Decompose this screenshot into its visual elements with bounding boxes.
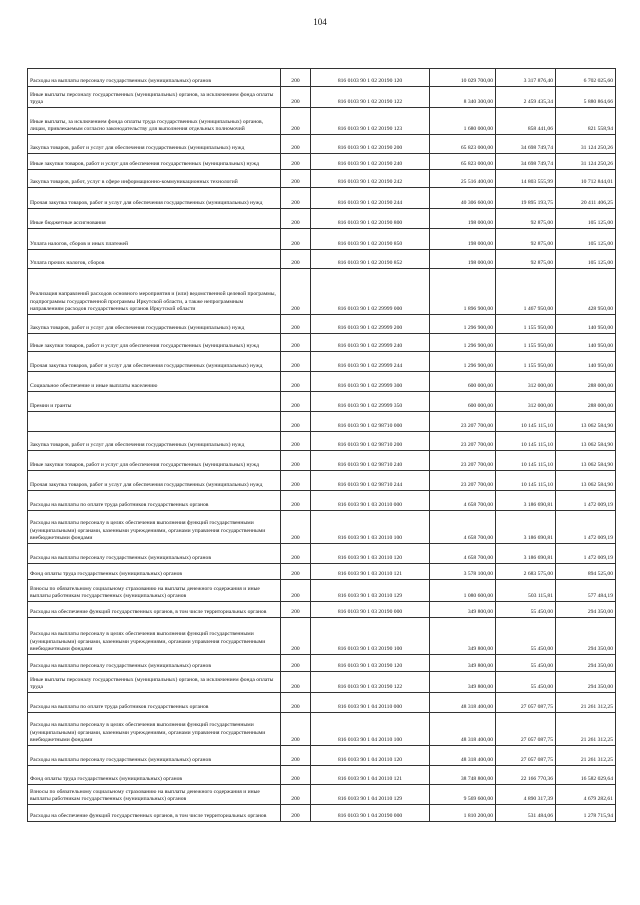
item-name-cell: Уплата прочих налогов, сборов <box>28 250 281 269</box>
classification-code-cell: 816 0103 90 1 02 29999 300 <box>311 372 430 392</box>
line-code-cell: 200 <box>281 108 311 135</box>
table-row <box>28 209 616 229</box>
remaining-amount-cell: 288 000,00 <box>556 372 616 392</box>
table-row <box>28 471 616 491</box>
line-code-cell: 200 <box>281 170 311 188</box>
classification-code-cell: 816 0103 90 1 02 98710 000 <box>311 412 430 432</box>
table-row <box>28 352 616 372</box>
executed-amount-cell: 3 186 690,81 <box>496 544 556 564</box>
remaining-amount-cell: 13 062 584,90 <box>556 471 616 491</box>
remaining-amount-cell: 1 278 715,94 <box>556 805 616 822</box>
remaining-amount-cell: 13 062 584,90 <box>556 412 616 432</box>
classification-code-cell: 816 0103 90 1 02 29999 000 <box>311 269 430 315</box>
remaining-amount-cell: 21 261 312,25 <box>556 713 616 746</box>
item-name-cell: Иные выплаты персоналу государственных (муниципальных) органов, за исключением фонда оплаты труда <box>28 87 281 108</box>
classification-code-cell: 816 0103 90 1 02 98710 200 <box>311 432 430 451</box>
approved-amount-cell: 198 000,00 <box>430 229 496 250</box>
executed-amount-cell: 34 698 749,74 <box>496 154 556 170</box>
approved-amount-cell: 1 810 200,00 <box>430 805 496 822</box>
approved-amount-cell: 4 658 700,00 <box>430 544 496 564</box>
table-row <box>28 250 616 269</box>
executed-amount-cell: 312 000,00 <box>496 392 556 412</box>
approved-amount-cell: 349 800,00 <box>430 618 496 655</box>
item-name-cell: Фонд оплаты труда государственных (муниципальных) органов <box>28 564 281 580</box>
line-code-cell: 200 <box>281 315 311 334</box>
remaining-amount-cell: 13 062 584,90 <box>556 432 616 451</box>
classification-code-cell: 816 0103 90 1 02 20190 123 <box>311 108 430 135</box>
executed-amount-cell: 55 450,00 <box>496 672 556 693</box>
classification-code-cell: 816 0103 90 1 04 20110 000 <box>311 693 430 713</box>
approved-amount-cell: 349 800,00 <box>430 602 496 618</box>
executed-amount-cell: 27 057 087,75 <box>496 746 556 766</box>
classification-code-cell: 816 0103 90 1 02 29999 200 <box>311 315 430 334</box>
table-row <box>28 602 616 618</box>
remaining-amount-cell: 294 350,00 <box>556 618 616 655</box>
executed-amount-cell: 92 875,00 <box>496 209 556 229</box>
approved-amount-cell: 23 207 700,00 <box>430 432 496 451</box>
classification-code-cell: 816 0103 90 1 03 20190 120 <box>311 655 430 672</box>
approved-amount-cell: 198 000,00 <box>430 209 496 229</box>
line-code-cell: 200 <box>281 432 311 451</box>
classification-code-cell: 816 0103 90 1 02 20190 800 <box>311 209 430 229</box>
remaining-amount-cell: 21 261 312,25 <box>556 746 616 766</box>
line-code-cell: 200 <box>281 188 311 209</box>
item-name-cell: Расходы на обеспечение функций государственных органов, в том числе территориальных органов <box>28 602 281 618</box>
remaining-amount-cell: 5 880 864,66 <box>556 87 616 108</box>
executed-amount-cell: 3 317 876,40 <box>496 69 556 87</box>
line-code-cell: 200 <box>281 372 311 392</box>
approved-amount-cell: 1 680 000,00 <box>430 108 496 135</box>
line-code-cell: 200 <box>281 746 311 766</box>
line-code-cell: 200 <box>281 805 311 822</box>
remaining-amount-cell: 13 062 584,90 <box>556 451 616 471</box>
executed-amount-cell: 1 155 950,00 <box>496 315 556 334</box>
executed-amount-cell: 92 875,00 <box>496 229 556 250</box>
classification-code-cell: 816 0103 90 1 02 20190 200 <box>311 135 430 154</box>
classification-code-cell: 816 0103 90 1 04 20110 129 <box>311 785 430 805</box>
remaining-amount-cell: 894 525,00 <box>556 564 616 580</box>
classification-code-cell: 816 0103 90 1 03 20110 121 <box>311 564 430 580</box>
executed-amount-cell: 1 155 950,00 <box>496 334 556 352</box>
approved-amount-cell: 8 340 300,00 <box>430 87 496 108</box>
classification-code-cell: 816 0103 90 1 02 98710 244 <box>311 471 430 491</box>
executed-amount-cell: 10 145 115,10 <box>496 412 556 432</box>
remaining-amount-cell: 821 558,94 <box>556 108 616 135</box>
executed-amount-cell: 55 450,00 <box>496 602 556 618</box>
executed-amount-cell: 22 166 770,36 <box>496 766 556 785</box>
classification-code-cell: 816 0103 90 1 02 20190 852 <box>311 250 430 269</box>
table-row <box>28 432 616 451</box>
executed-amount-cell: 55 450,00 <box>496 655 556 672</box>
executed-amount-cell: 92 875,00 <box>496 250 556 269</box>
remaining-amount-cell: 140 950,00 <box>556 352 616 372</box>
line-code-cell: 200 <box>281 334 311 352</box>
line-code-cell: 200 <box>281 412 311 432</box>
line-code-cell: 200 <box>281 451 311 471</box>
classification-code-cell: 816 0103 90 1 02 20190 120 <box>311 69 430 87</box>
executed-amount-cell: 10 145 115,10 <box>496 451 556 471</box>
line-code-cell: 200 <box>281 392 311 412</box>
table-row <box>28 334 616 352</box>
approved-amount-cell: 65 823 000,00 <box>430 154 496 170</box>
item-name-cell: Иные выплаты, за исключением фонда оплаты труда государственных (муниципальных) органов, лицам, привлекаемым согласно законодательству для выполнения отдельных полномочий <box>28 108 281 135</box>
line-code-cell: 200 <box>281 69 311 87</box>
table-row <box>28 491 616 511</box>
executed-amount-cell: 34 698 749,74 <box>496 135 556 154</box>
remaining-amount-cell: 105 125,00 <box>556 209 616 229</box>
table-row <box>28 372 616 392</box>
item-name-cell: Расходы на выплаты по оплате труда работников государственных органов <box>28 693 281 713</box>
executed-amount-cell: 2 459 435,34 <box>496 87 556 108</box>
classification-code-cell: 816 0103 90 1 04 20110 100 <box>311 713 430 746</box>
remaining-amount-cell: 288 000,00 <box>556 392 616 412</box>
table-row <box>28 544 616 564</box>
line-code-cell: 200 <box>281 602 311 618</box>
approved-amount-cell: 23 207 700,00 <box>430 451 496 471</box>
line-code-cell: 200 <box>281 785 311 805</box>
item-name-cell: Расходы на выплаты персоналу в целях обеспечения выполнения функций государственными (муниципальными) органами, казенными учреждениями, органами управления государственными внебюджетными фондами <box>28 511 281 544</box>
item-name-cell: Уплата налогов, сборов и иных платежей <box>28 229 281 250</box>
classification-code-cell: 816 0103 90 1 03 20110 000 <box>311 491 430 511</box>
line-code-cell: 200 <box>281 154 311 170</box>
approved-amount-cell: 9 569 600,00 <box>430 785 496 805</box>
line-code-cell: 200 <box>281 491 311 511</box>
item-name-cell: Иные закупки товаров, работ и услуг для обеспечения государственных (муниципальных) нужд <box>28 334 281 352</box>
item-name-cell: Иные закупки товаров, работ и услуг для обеспечения государственных (муниципальных) нужд <box>28 154 281 170</box>
table-row <box>28 580 616 602</box>
remaining-amount-cell: 105 125,00 <box>556 250 616 269</box>
line-code-cell: 200 <box>281 229 311 250</box>
table-row <box>28 785 616 805</box>
remaining-amount-cell: 428 950,00 <box>556 269 616 315</box>
table-row <box>28 693 616 713</box>
classification-code-cell: 816 0103 90 1 04 20190 000 <box>311 805 430 822</box>
executed-amount-cell: 10 145 115,10 <box>496 432 556 451</box>
line-code-cell: 200 <box>281 209 311 229</box>
executed-amount-cell: 10 145 115,10 <box>496 471 556 491</box>
table-row <box>28 805 616 822</box>
approved-amount-cell: 48 318 400,00 <box>430 713 496 746</box>
line-code-cell: 200 <box>281 580 311 602</box>
table-row <box>28 188 616 209</box>
table-row <box>28 392 616 412</box>
line-code-cell: 200 <box>281 269 311 315</box>
approved-amount-cell: 48 318 400,00 <box>430 693 496 713</box>
table-row <box>28 269 616 315</box>
classification-code-cell: 816 0103 90 1 03 20190 100 <box>311 618 430 655</box>
approved-amount-cell: 23 207 700,00 <box>430 471 496 491</box>
classification-code-cell: 816 0103 90 1 02 20190 122 <box>311 87 430 108</box>
classification-code-cell: 816 0103 90 1 02 98710 240 <box>311 451 430 471</box>
approved-amount-cell: 4 658 700,00 <box>430 491 496 511</box>
executed-amount-cell: 312 000,00 <box>496 372 556 392</box>
item-name-cell: Реализация направлений расходов основного мероприятия и (или) ведомственной целевой программы, подпрограммы государственной программы Иркутской области, а также непрограммным направлениям расходов государственных органов Иркутской области <box>28 269 281 315</box>
classification-code-cell: 816 0103 90 1 02 20190 850 <box>311 229 430 250</box>
item-name-cell: Иные выплаты персоналу государственных (муниципальных) органов, за исключением фонда оплаты труда <box>28 672 281 693</box>
classification-code-cell: 816 0103 90 1 03 20190 000 <box>311 602 430 618</box>
remaining-amount-cell: 105 125,00 <box>556 229 616 250</box>
item-name-cell: Расходы на выплаты персоналу в целях обеспечения выполнения функций государственными (муниципальными) органами, казенными учреждениями, органами управления государственными внебюджетными фондами <box>28 713 281 746</box>
remaining-amount-cell: 140 950,00 <box>556 334 616 352</box>
remaining-amount-cell: 21 261 312,25 <box>556 693 616 713</box>
line-code-cell: 200 <box>281 471 311 491</box>
table-row <box>28 713 616 746</box>
approved-amount-cell: 38 748 800,00 <box>430 766 496 785</box>
table-row <box>28 69 616 87</box>
table-row <box>28 766 616 785</box>
line-code-cell: 200 <box>281 250 311 269</box>
table-row <box>28 154 616 170</box>
classification-code-cell: 816 0103 90 1 03 20110 120 <box>311 544 430 564</box>
item-name-cell <box>28 412 281 432</box>
line-code-cell: 200 <box>281 135 311 154</box>
approved-amount-cell: 349 800,00 <box>430 655 496 672</box>
table-row <box>28 655 616 672</box>
remaining-amount-cell: 10 712 844,01 <box>556 170 616 188</box>
line-code-cell: 200 <box>281 544 311 564</box>
table-body <box>28 69 616 822</box>
remaining-amount-cell: 1 472 009,19 <box>556 544 616 564</box>
remaining-amount-cell: 294 350,00 <box>556 655 616 672</box>
executed-amount-cell: 3 186 690,81 <box>496 511 556 544</box>
line-code-cell: 200 <box>281 672 311 693</box>
remaining-amount-cell: 31 124 250,26 <box>556 154 616 170</box>
table-row <box>28 746 616 766</box>
line-code-cell: 200 <box>281 713 311 746</box>
executed-amount-cell: 55 450,00 <box>496 618 556 655</box>
table-row <box>28 412 616 432</box>
remaining-amount-cell: 20 411 406,25 <box>556 188 616 209</box>
approved-amount-cell: 40 306 600,00 <box>430 188 496 209</box>
remaining-amount-cell: 294 350,00 <box>556 602 616 618</box>
approved-amount-cell: 198 000,00 <box>430 250 496 269</box>
approved-amount-cell: 600 000,00 <box>430 392 496 412</box>
executed-amount-cell: 2 683 575,00 <box>496 564 556 580</box>
executed-amount-cell: 4 890 317,39 <box>496 785 556 805</box>
line-code-cell: 200 <box>281 564 311 580</box>
line-code-cell: 200 <box>281 352 311 372</box>
executed-amount-cell: 503 115,81 <box>496 580 556 602</box>
table-row <box>28 451 616 471</box>
line-code-cell: 200 <box>281 693 311 713</box>
executed-amount-cell: 858 441,06 <box>496 108 556 135</box>
item-name-cell: Взносы по обязательному социальному страхованию на выплаты денежного содержания и иные выплаты работникам государственных (муниципальных) органов <box>28 785 281 805</box>
table-row <box>28 229 616 250</box>
table-row <box>28 315 616 334</box>
classification-code-cell: 816 0103 90 1 02 20190 244 <box>311 188 430 209</box>
table-row <box>28 618 616 655</box>
line-code-cell: 200 <box>281 655 311 672</box>
approved-amount-cell: 65 823 000,00 <box>430 135 496 154</box>
classification-code-cell: 816 0103 90 1 02 29999 240 <box>311 334 430 352</box>
executed-amount-cell: 3 186 690,81 <box>496 491 556 511</box>
remaining-amount-cell: 31 124 250,26 <box>556 135 616 154</box>
item-name-cell: Расходы на выплаты по оплате труда работников государственных органов <box>28 491 281 511</box>
executed-amount-cell: 19 895 193,75 <box>496 188 556 209</box>
item-name-cell: Закупка товаров, работ и услуг для обеспечения государственных (муниципальных) нужд <box>28 135 281 154</box>
classification-code-cell: 816 0103 90 1 02 20190 242 <box>311 170 430 188</box>
line-code-cell: 200 <box>281 766 311 785</box>
classification-code-cell: 816 0103 90 1 02 29999 244 <box>311 352 430 372</box>
table-row <box>28 170 616 188</box>
executed-amount-cell: 1 467 950,00 <box>496 269 556 315</box>
remaining-amount-cell: 1 472 009,19 <box>556 511 616 544</box>
item-name-cell: Прочая закупка товаров, работ и услуг для обеспечения государственных (муниципальных) нужд <box>28 188 281 209</box>
table-row <box>28 108 616 135</box>
item-name-cell: Закупка товаров, работ и услуг для обеспечения государственных (муниципальных) нужд <box>28 432 281 451</box>
line-code-cell: 200 <box>281 511 311 544</box>
item-name-cell: Расходы на выплаты персоналу государственных (муниципальных) органов <box>28 544 281 564</box>
approved-amount-cell: 600 000,00 <box>430 372 496 392</box>
table-row <box>28 564 616 580</box>
approved-amount-cell: 23 207 700,00 <box>430 412 496 432</box>
remaining-amount-cell: 1 472 009,19 <box>556 491 616 511</box>
item-name-cell: Расходы на выплаты персоналу государственных (муниципальных) органов <box>28 655 281 672</box>
item-name-cell: Иные бюджетные ассигнования <box>28 209 281 229</box>
item-name-cell: Закупка товаров, работ и услуг для обеспечения государственных (муниципальных) нужд <box>28 315 281 334</box>
approved-amount-cell: 4 658 700,00 <box>430 511 496 544</box>
approved-amount-cell: 1 080 600,00 <box>430 580 496 602</box>
table-row <box>28 87 616 108</box>
classification-code-cell: 816 0103 90 1 02 20190 240 <box>311 154 430 170</box>
classification-code-cell: 816 0103 90 1 04 20110 121 <box>311 766 430 785</box>
approved-amount-cell: 3 578 100,00 <box>430 564 496 580</box>
remaining-amount-cell: 6 702 025,60 <box>556 69 616 87</box>
line-code-cell: 200 <box>281 618 311 655</box>
executed-amount-cell: 27 057 087,75 <box>496 693 556 713</box>
remaining-amount-cell: 140 950,00 <box>556 315 616 334</box>
page-number: 104 <box>313 17 327 27</box>
remaining-amount-cell: 16 582 029,64 <box>556 766 616 785</box>
approved-amount-cell: 349 800,00 <box>430 672 496 693</box>
classification-code-cell: 816 0103 90 1 03 20190 122 <box>311 672 430 693</box>
classification-code-cell: 816 0103 90 1 02 29999 350 <box>311 392 430 412</box>
remaining-amount-cell: 294 350,00 <box>556 672 616 693</box>
item-name-cell: Расходы на обеспечение функций государственных органов, в том числе территориальных органов <box>28 805 281 822</box>
item-name-cell: Прочая закупка товаров, работ и услуг для обеспечения государственных (муниципальных) нужд <box>28 471 281 491</box>
budget-execution-table <box>27 68 616 822</box>
item-name-cell: Расходы на выплаты персоналу государственных (муниципальных) органов <box>28 746 281 766</box>
classification-code-cell: 816 0103 90 1 04 20110 120 <box>311 746 430 766</box>
approved-amount-cell: 1 896 900,00 <box>430 269 496 315</box>
table-row <box>28 672 616 693</box>
line-code-cell: 200 <box>281 87 311 108</box>
item-name-cell: Расходы на выплаты персоналу государственных (муниципальных) органов <box>28 69 281 87</box>
executed-amount-cell: 531 484,06 <box>496 805 556 822</box>
executed-amount-cell: 1 155 950,00 <box>496 352 556 372</box>
item-name-cell: Социальное обеспечение и иные выплаты населению <box>28 372 281 392</box>
classification-code-cell: 816 0103 90 1 03 20110 100 <box>311 511 430 544</box>
remaining-amount-cell: 4 679 282,61 <box>556 785 616 805</box>
approved-amount-cell: 10 029 700,00 <box>430 69 496 87</box>
table-row <box>28 511 616 544</box>
item-name-cell: Прочая закупка товаров, работ и услуг для обеспечения государственных (муниципальных) нужд <box>28 352 281 372</box>
approved-amount-cell: 1 296 900,00 <box>430 334 496 352</box>
item-name-cell: Закупка товаров, работ, услуг в сфере информационно-коммуникационных технологий <box>28 170 281 188</box>
approved-amount-cell: 1 296 900,00 <box>430 352 496 372</box>
classification-code-cell: 816 0103 90 1 03 20110 129 <box>311 580 430 602</box>
remaining-amount-cell: 577 484,19 <box>556 580 616 602</box>
approved-amount-cell: 25 516 400,00 <box>430 170 496 188</box>
executed-amount-cell: 14 803 555,99 <box>496 170 556 188</box>
approved-amount-cell: 48 318 400,00 <box>430 746 496 766</box>
item-name-cell: Взносы по обязательному социальному страхованию на выплаты денежного содержания и иные выплаты работникам государственных (муниципальных) органов <box>28 580 281 602</box>
executed-amount-cell: 27 057 087,75 <box>496 713 556 746</box>
item-name-cell: Премии и гранты <box>28 392 281 412</box>
approved-amount-cell: 1 296 900,00 <box>430 315 496 334</box>
table-row <box>28 135 616 154</box>
item-name-cell: Иные закупки товаров, работ и услуг для обеспечения государственных (муниципальных) нужд <box>28 451 281 471</box>
item-name-cell: Фонд оплаты труда государственных (муниципальных) органов <box>28 766 281 785</box>
item-name-cell: Расходы на выплаты персоналу в целях обеспечения выполнения функций государственными (муниципальными) органами, казенными учреждениями, органами управления государственными внебюджетными фондами <box>28 618 281 655</box>
